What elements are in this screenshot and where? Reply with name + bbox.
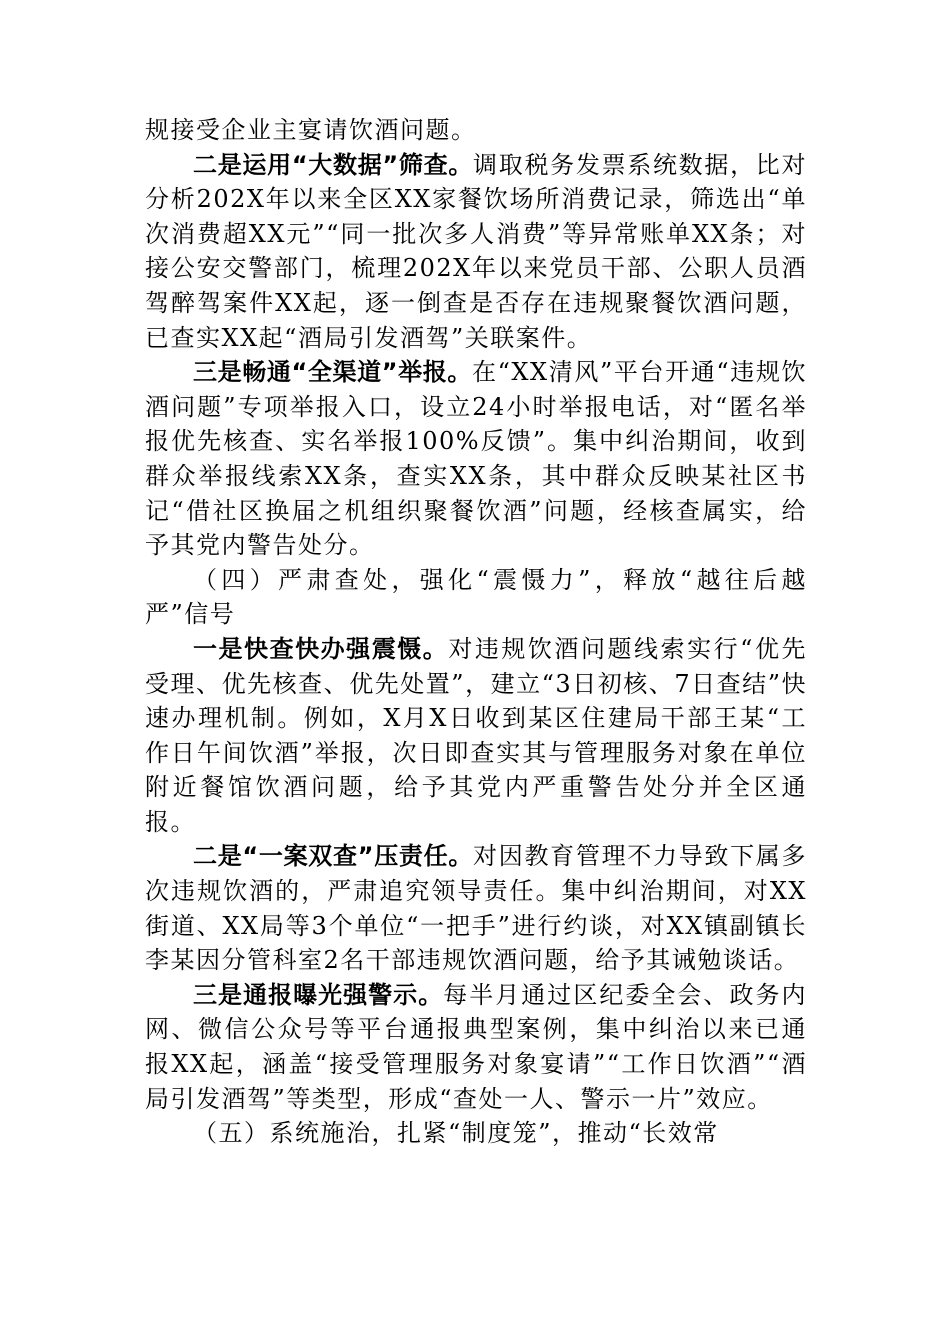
paragraph-lead: 二是运用“大数据”筛查。 bbox=[193, 150, 474, 179]
paragraph-text: 每半月通过区纪委全会、政务内网、微信公众号等平台通报典型案例，集中纠治以来已通报XX起，涵盖“接受管理服务对象宴请”“工作日饮酒”“酒局引发酒驾”等类型，形成“查处一人、警示一片”效应。 bbox=[145, 980, 808, 1113]
paragraph-reporting-channels bbox=[145, 355, 807, 563]
paragraph-lead: 一是快查快办强震慑。 bbox=[193, 634, 449, 663]
paragraph-text: 对因教育管理不力导致下属多次违规饮酒的，严肃追究领导责任。集中纠治期间，对XX街道、XX局等3个单位“一把手”进行约谈，对XX镇副镇长李某因分管科室2名干部违规饮酒问题，给予其诫勉谈话。 bbox=[145, 842, 808, 975]
paragraph-text: 调取税务发票系统数据，比对分析202X年以来全区XX家餐饮场所消费记录，筛选出“单次消费超XX元”“同一批次多人消费”等异常账单XX条；对接公安交警部门，梳理202X年以来党员干部、公职人员酒驾醉驾案件XX起，逐一倒查是否存在违规聚餐饮酒问题，已查实XX起“酒局引发酒驾”关联案件。 bbox=[145, 150, 808, 352]
document-body bbox=[145, 113, 807, 1151]
paragraph-lead: 二是“一案双查”压责任。 bbox=[193, 842, 474, 871]
paragraph-text: 对违规饮酒问题线索实行“优先受理、优先核查、优先处置”，建立“3日初核、7日查结”快速办理机制。例如，X月X日收到某区住建局干部王某“工作日午间饮酒”举报，次日即查实其与管理服务对象在单位附近餐馆饮酒问题，给予其党内严重警告处分并全区通报。 bbox=[145, 634, 807, 836]
paragraph-text: 在“XX清风”平台开通“违规饮酒问题”专项举报入口，设立24小时举报电话，对“匿名举报优先核查、实名举报100%反馈”。集中纠治期间，收到群众举报线索XX条，查实XX条，其中群众反映某社区书记“借社区换届之机组织聚餐饮酒”问题，经核查属实，给予其党内警告处分。 bbox=[145, 358, 807, 560]
paragraph-fast-handling bbox=[145, 632, 807, 840]
paragraph-public-notice bbox=[145, 978, 807, 1116]
section-heading-four bbox=[145, 563, 807, 632]
section-heading-text: （五）系统施治，扎紧“制度笼”，推动“长效常 bbox=[193, 1119, 719, 1148]
paragraph-lead: 三是畅通“全渠道”举报。 bbox=[193, 358, 473, 387]
paragraph-dual-investigation bbox=[145, 839, 807, 977]
section-heading-text: （四）严肃查处，强化“震慑力”，释放“越往后越严”信号 bbox=[145, 565, 807, 629]
paragraph-text: 规接受企业主宴请饮酒问题。 bbox=[145, 116, 477, 144]
section-heading-five bbox=[145, 1116, 807, 1151]
paragraph-big-data-screening bbox=[145, 148, 807, 356]
paragraph-continuation bbox=[145, 113, 807, 148]
paragraph-lead: 三是通报曝光强警示。 bbox=[193, 980, 444, 1009]
